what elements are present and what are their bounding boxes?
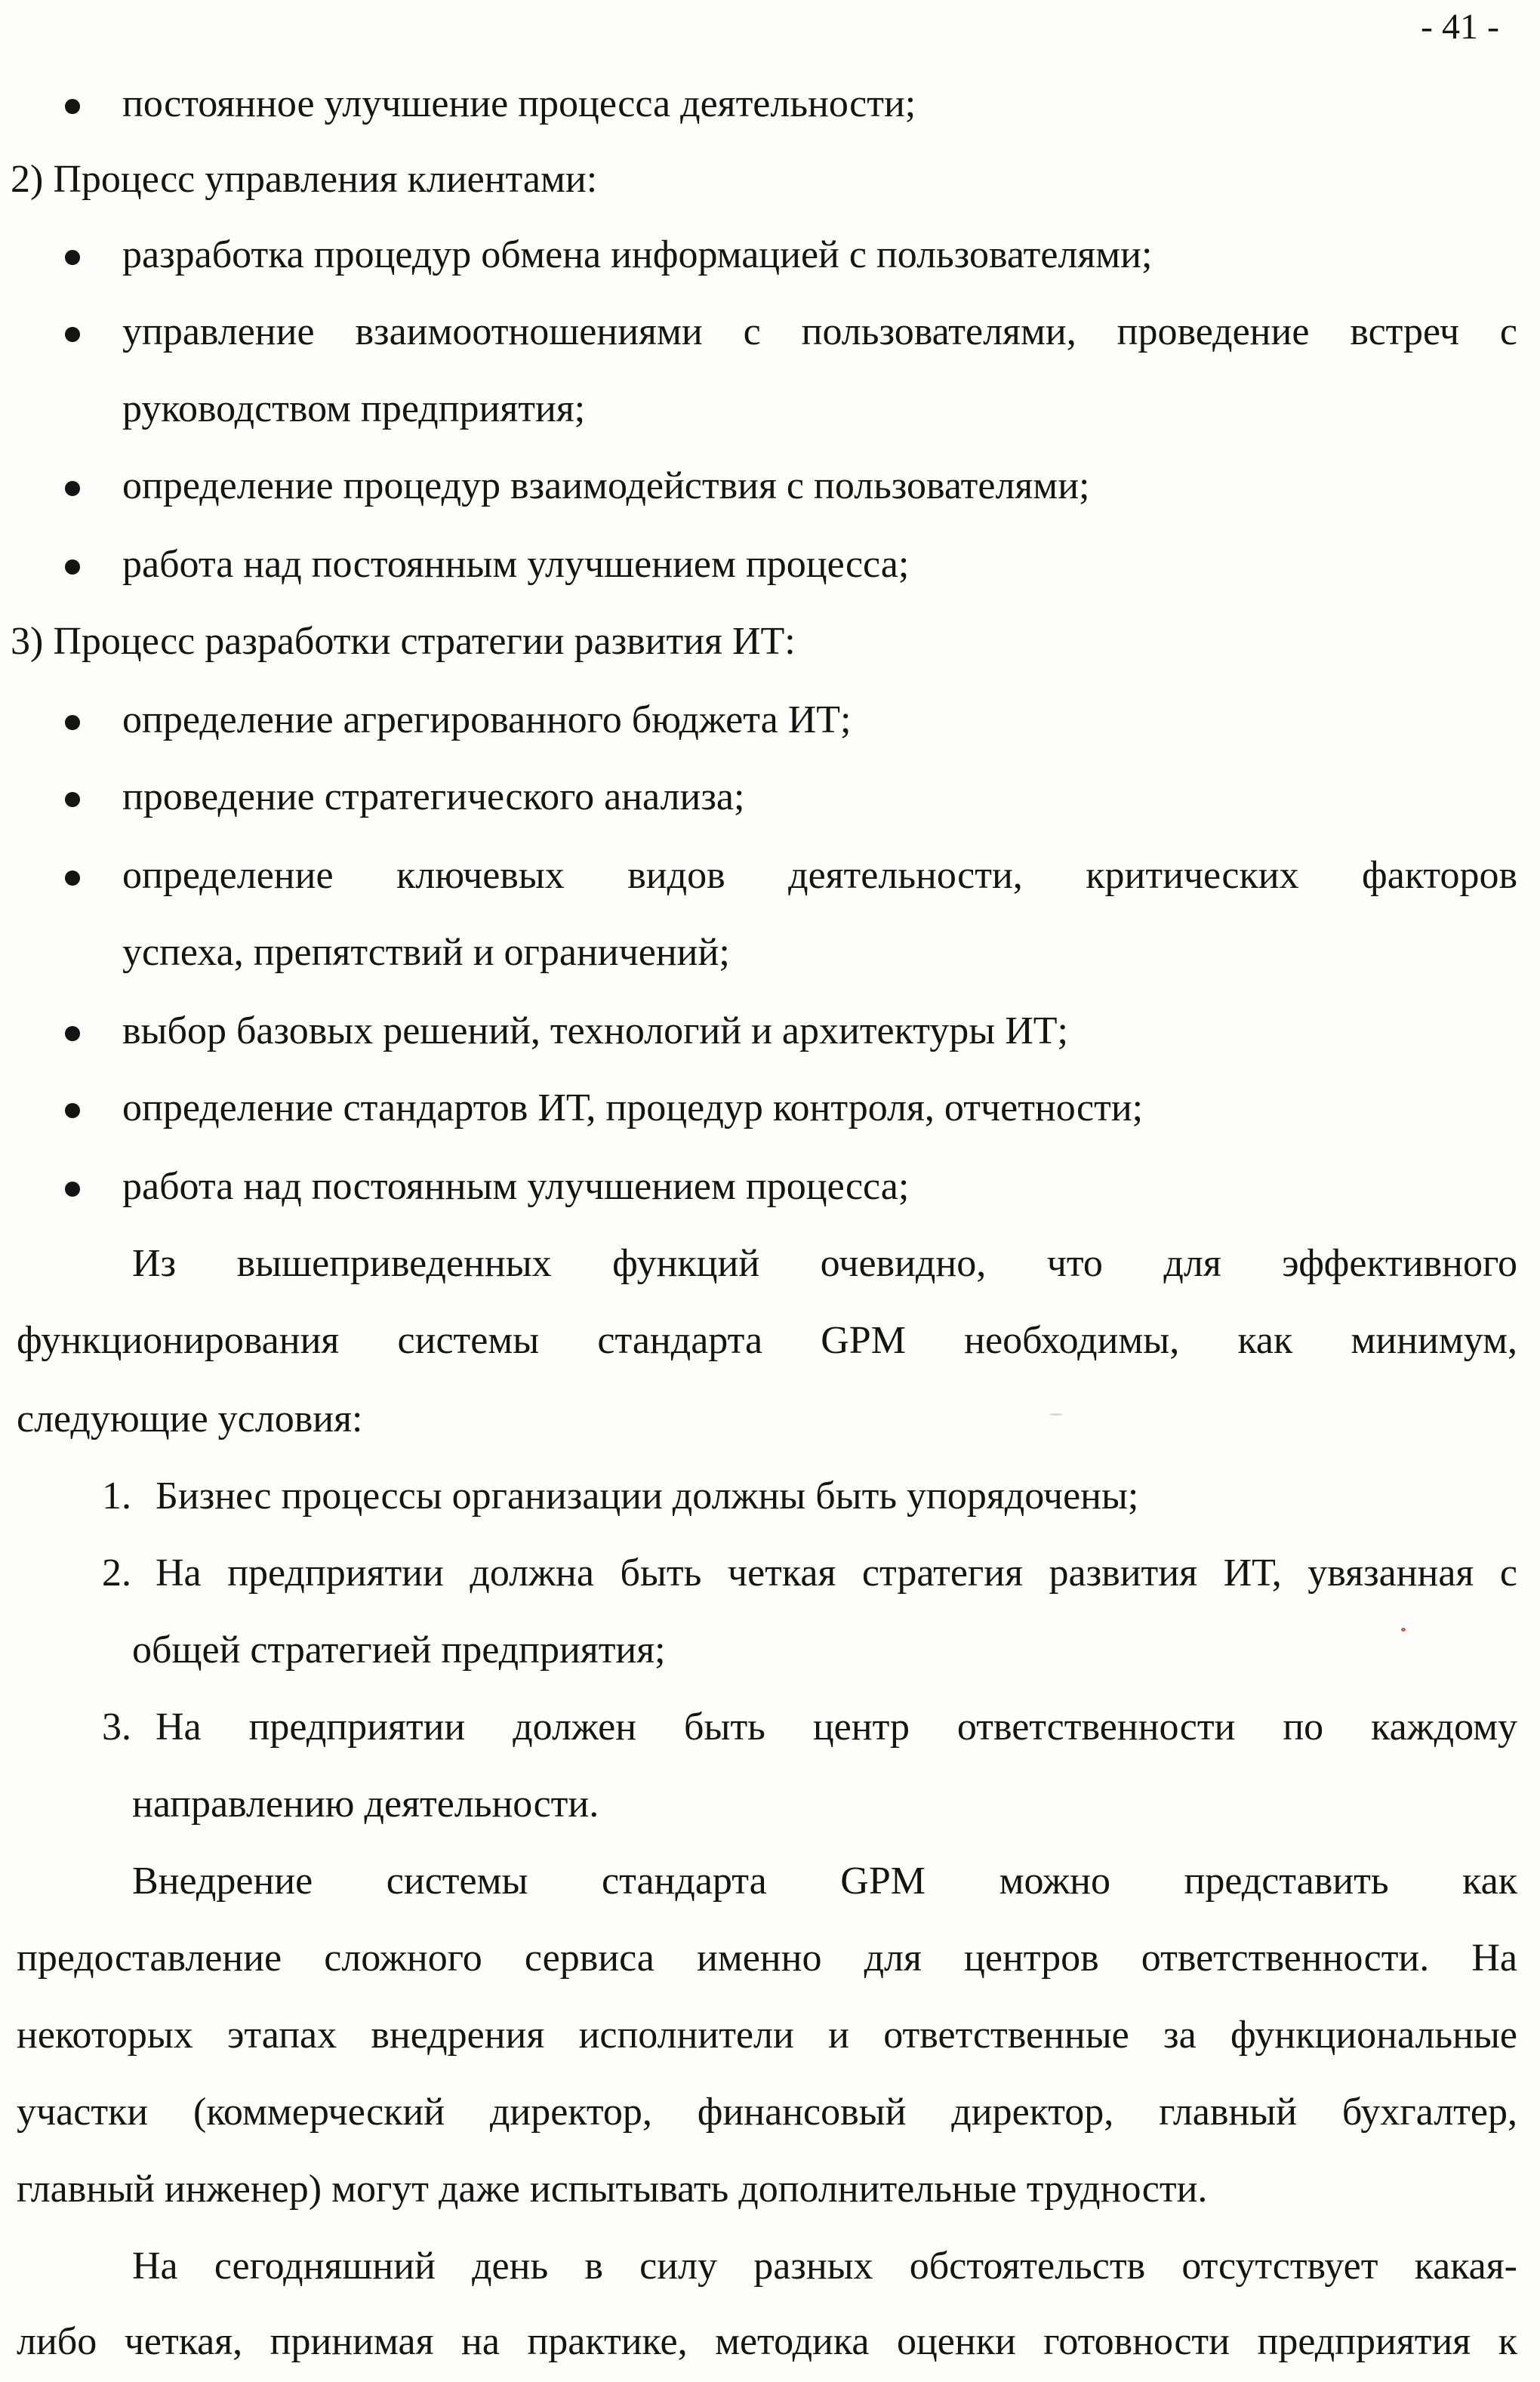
list-item: определение стандартов ИТ, процедур контроля, отчетности; xyxy=(122,1086,1144,1129)
list-item: постоянное улучшение процесса деятельности; xyxy=(122,82,916,125)
list-item: определение процедур взаимодействия с пользователями; xyxy=(122,464,1090,507)
bullet-dot xyxy=(65,715,80,730)
list-item: определение ключевых видов деятельности, критических факторов xyxy=(122,854,1517,897)
bullet-dot xyxy=(65,99,80,114)
bullet-dot xyxy=(65,327,80,342)
paragraph-line: некоторых этапах внедрения исполнители и ответственные за функциональные xyxy=(17,2014,1517,2057)
numbered-item: Бизнес процессы организации должны быть упорядочены; xyxy=(156,1474,1139,1518)
numbered-item: На предприятии должна быть четкая стратегия развития ИТ, увязанная с xyxy=(156,1552,1517,1595)
bullet-dot xyxy=(65,871,80,886)
numbered-item-label: 3. xyxy=(102,1706,131,1749)
paragraph-line: На сегодняшний день в силу разных обстоятельств отсутствует какая- xyxy=(132,2245,1517,2288)
list-item: разработка процедур обмена информацией с пользователями; xyxy=(122,233,1153,276)
numbered-item-continuation: направлению деятельности. xyxy=(132,1783,599,1826)
list-item: выбор базовых решений, технологий и архитектуры ИТ; xyxy=(122,1009,1068,1052)
paragraph-line: следующие условия: xyxy=(17,1397,363,1441)
bullet-dot xyxy=(65,1103,80,1118)
bullet-dot xyxy=(65,559,80,575)
numbered-item-label: 1. xyxy=(102,1474,131,1518)
paragraph-line: участки (коммерческий директор, финансовый директор, главный бухгалтер, xyxy=(17,2091,1517,2134)
bullet-dot xyxy=(65,1182,80,1197)
list-item: управление взаимоотношениями с пользователями, проведение встреч с xyxy=(122,310,1517,353)
bullet-dot xyxy=(65,792,80,807)
list-item-continuation: руководством предприятия; xyxy=(122,387,586,430)
section-heading-customers: 2) Процесс управления клиентами: xyxy=(11,158,598,201)
paragraph-line: либо четкая, принимая на практике, методика оценки готовности предприятия к xyxy=(17,2320,1517,2363)
numbered-item-continuation: общей стратегией предприятия; xyxy=(132,1629,666,1672)
list-item: работа над постоянным улучшением процесса; xyxy=(122,1165,910,1208)
bullet-dot xyxy=(65,1026,80,1041)
bullet-dot xyxy=(65,481,80,496)
list-item-continuation: успеха, препятствий и ограничений; xyxy=(122,931,730,974)
paragraph-line: Из вышеприведенных функций очевидно, что для эффективного xyxy=(132,1242,1517,1285)
numbered-item-label: 2. xyxy=(102,1552,131,1595)
paragraph-line: предоставление сложного сервиса именно для центров ответственности. На xyxy=(17,1937,1517,1980)
bullet-dot xyxy=(65,250,80,265)
section-heading-strategy: 3) Процесс разработки стратегии развития ИТ: xyxy=(11,620,796,663)
scan-speck xyxy=(1401,1628,1406,1632)
paragraph-line: главный инженер) могут даже испытывать дополнительные трудности. xyxy=(17,2168,1208,2211)
paragraph-line: функционирования системы стандарта GPM необходимы, как минимум, xyxy=(17,1319,1517,1362)
numbered-item: На предприятии должен быть центр ответственности по каждому xyxy=(156,1706,1517,1749)
scan-speck xyxy=(1049,1413,1063,1416)
list-item: проведение стратегического анализа; xyxy=(122,775,745,818)
page-number: - 41 - xyxy=(1421,7,1499,47)
paragraph-line: Внедрение системы стандарта GPM можно представить как xyxy=(132,1860,1517,1903)
list-item: определение агрегированного бюджета ИТ; xyxy=(122,698,852,741)
list-item: работа над постоянным улучшением процесса; xyxy=(122,543,910,586)
